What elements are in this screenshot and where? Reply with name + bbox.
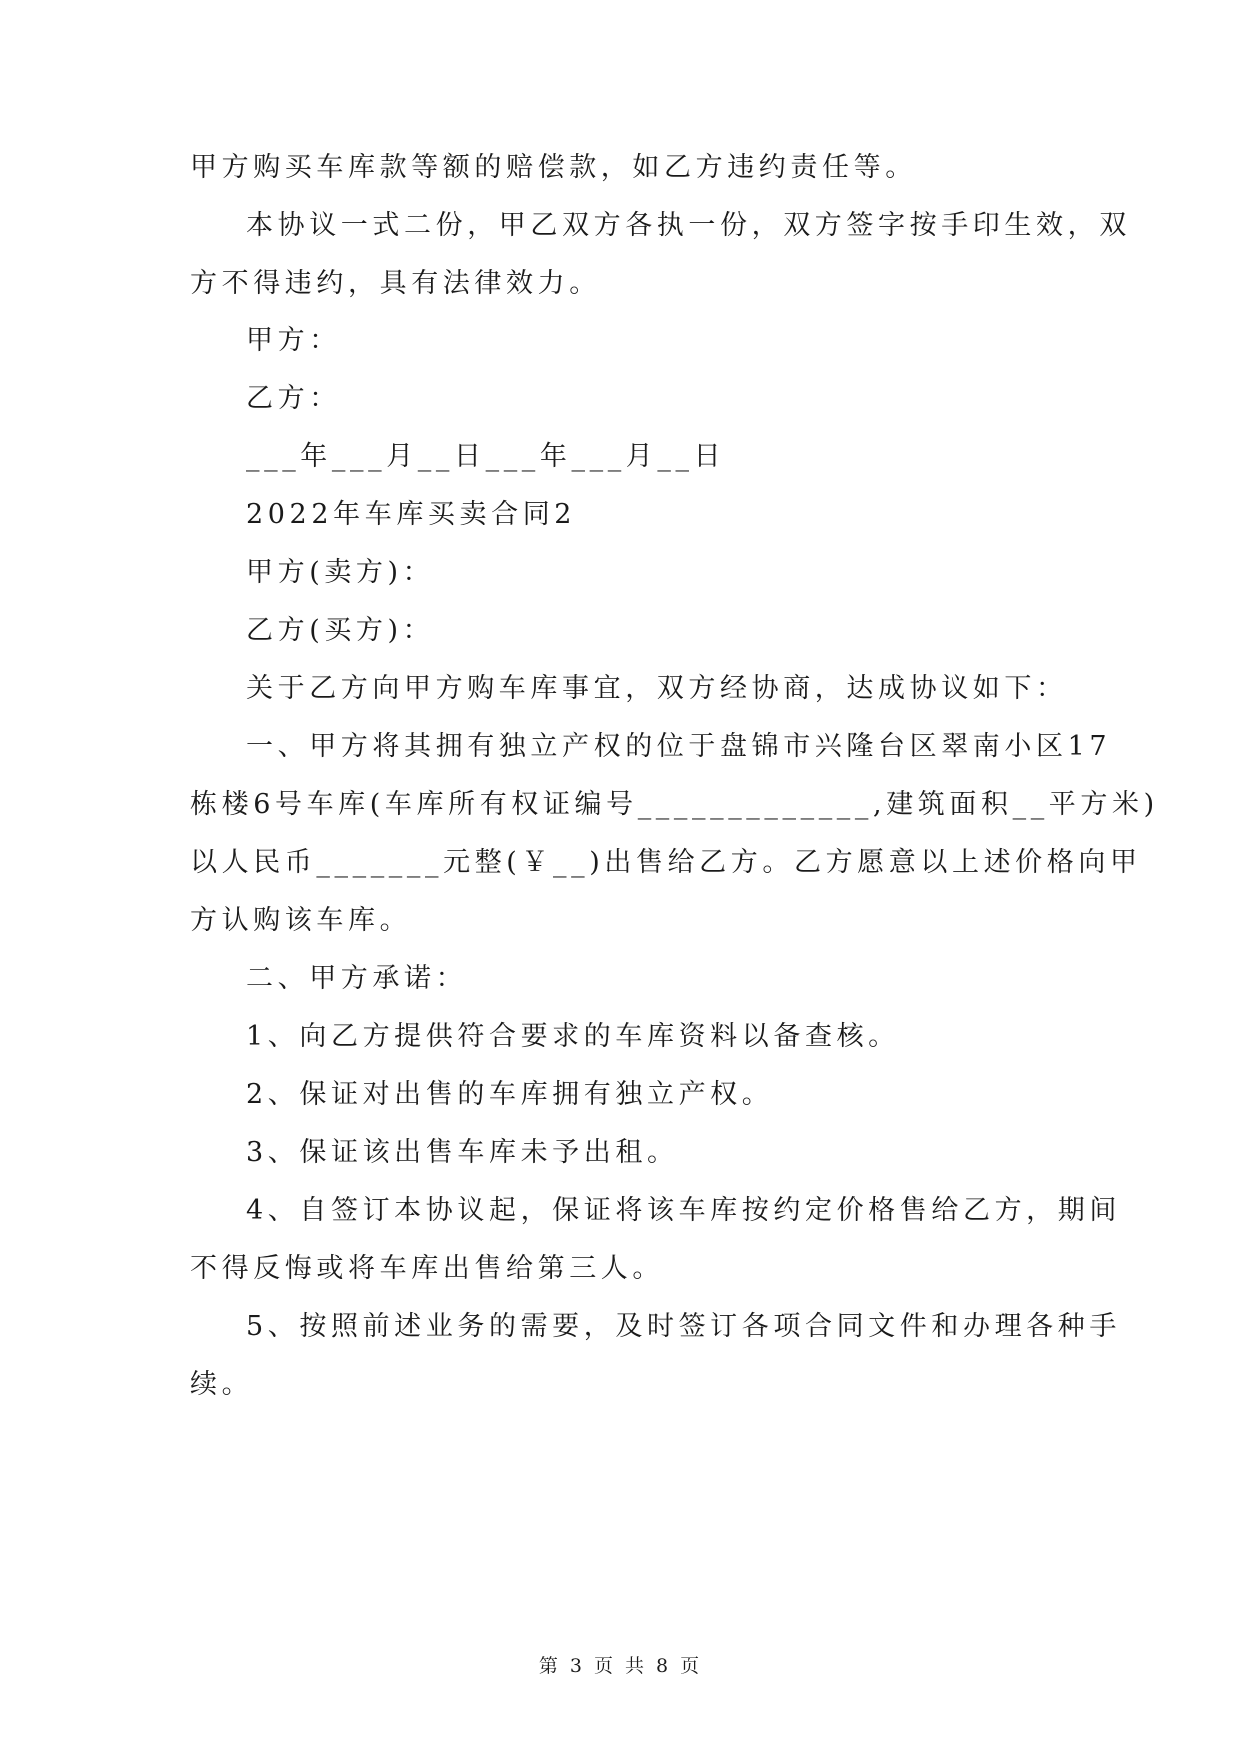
text-line: 4、自签订本协议起，保证将该车库按约定价格售给乙方，期间 [246, 1195, 1121, 1226]
text-line: 方不得违约，具有法律效力。 [190, 268, 601, 299]
text-line: 1、向乙方提供符合要求的车库资料以备查核。 [246, 1021, 900, 1052]
signature-party-b-label: 乙方： [246, 383, 341, 414]
seller-label: 甲方(卖方)： [246, 557, 435, 588]
text-line: 以人民币_______元整(￥__)出售给乙方。乙方愿意以上述价格向甲 [190, 847, 1142, 878]
text-line: 本协议一式二份，甲乙双方各执一份，双方签字按手印生效，双 [246, 210, 1131, 241]
text-line: 2、保证对出售的车库拥有独立产权。 [246, 1079, 774, 1110]
section-title: 2022年车库买卖合同2 [246, 499, 577, 530]
text-line: 栋楼6号车库(车库所有权证编号_____________,建筑面积__平方米) [190, 789, 1159, 820]
signature-party-a-label: 甲方： [246, 325, 341, 356]
date-line: ___年___月__日___年___月__日 [246, 441, 726, 472]
text-line: 3、保证该出售车库未予出租。 [246, 1137, 679, 1168]
text-line: 续。 [190, 1369, 254, 1400]
page-footer [0, 1654, 1241, 1678]
text-line: 二、甲方承诺： [246, 963, 468, 994]
buyer-label: 乙方(买方)： [246, 615, 435, 646]
text-line: 方认购该车库。 [190, 905, 412, 936]
page-number: 第 3 页 共 8 页 [538, 1655, 703, 1677]
text-line: 5、按照前述业务的需要，及时签订各项合同文件和办理各种手 [246, 1311, 1121, 1342]
text-line: 关于乙方向甲方购车库事宜，双方经协商，达成协议如下： [246, 673, 1068, 704]
text-line: 甲方购买车库款等额的赔偿款，如乙方违约责任等。 [190, 152, 917, 183]
text-line: 不得反悔或将车库出售给第三人。 [190, 1253, 664, 1284]
text-line: 一、甲方将其拥有独立产权的位于盘锦市兴隆台区翠南小区17 [246, 731, 1112, 762]
